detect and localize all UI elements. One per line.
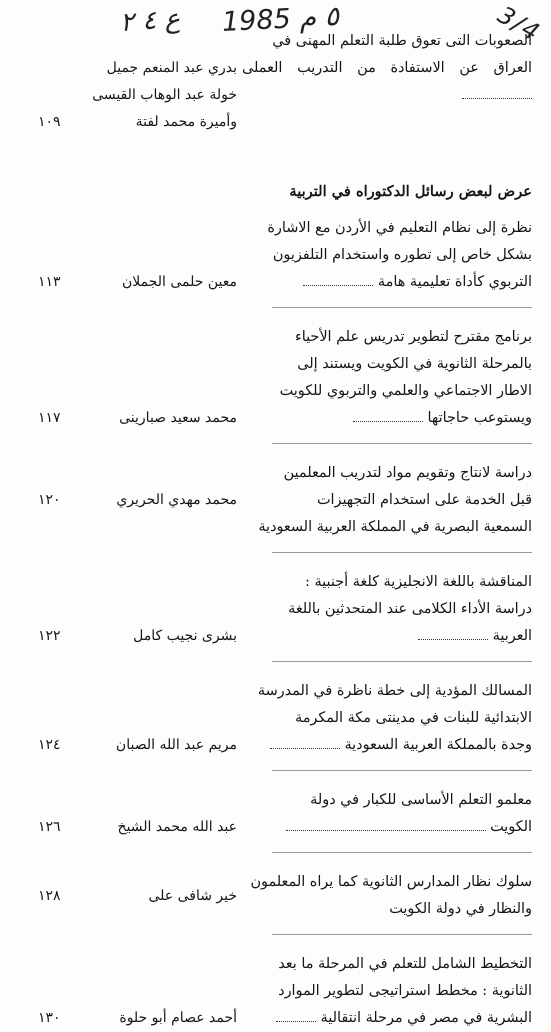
title-line: بشكل خاص إلى تطوره واستخدام التلفزيون: [272, 247, 532, 263]
section-heading: عرض لبعض رسائل الدكتوراه في التربية: [289, 183, 532, 200]
page-number: ١١٧: [38, 410, 61, 426]
title-line: بالمرحلة الثانوية في الكويت ويستند إلى: [297, 356, 532, 372]
page-number: ١٢٠: [38, 492, 61, 508]
leader-dots: [462, 85, 532, 99]
entry-author: محمد سعيد صبارينى: [119, 410, 237, 426]
leader-dots: [353, 408, 423, 422]
title-line: والنظار في دولة الكويت: [389, 901, 532, 917]
page-number: ١٢٨: [38, 888, 61, 904]
divider: [242, 307, 532, 308]
author-name: بدري عبد المنعم جميل: [106, 60, 237, 76]
entry-title: [242, 460, 532, 541]
divider: [242, 443, 532, 444]
title-line: العراق عن الاستفادة من التدريب العملى: [242, 55, 532, 109]
entry-author: خير شافى على: [148, 888, 237, 904]
title-line: الكويت: [242, 814, 532, 841]
page-number: ١٠٩: [38, 114, 61, 130]
title-line: ويستوعب حاجاتها: [242, 405, 532, 432]
page-number: ١٢٢: [38, 628, 61, 644]
handwritten-date: 1985 ٥ م: [221, 0, 340, 39]
title-line: دراسة لانتاج وتقويم مواد لتدريب المعلمين: [283, 465, 532, 481]
title-line: الصعوبات التى تعوق طلبة التعلم المهنى في: [272, 33, 532, 49]
author-name: وأميرة محمد لفتة: [135, 114, 237, 130]
leader-dots: [418, 626, 488, 640]
page-number: ١١٣: [38, 274, 61, 290]
page-number: ١٢٦: [38, 819, 61, 835]
toc-entry: [38, 215, 532, 296]
title-line: قبل الخدمة على استخدام التجهيزات: [316, 492, 532, 508]
toc-entry: [38, 678, 532, 759]
title-line: معلمو التعلم الأساسى للكبار في دولة: [310, 792, 532, 808]
entry-title: [242, 678, 532, 759]
title-line: العربية: [242, 623, 532, 650]
entry-author: محمد مهدي الحريري: [116, 492, 237, 508]
entry-authors: [87, 55, 237, 136]
entry-title: [242, 869, 532, 923]
page-number: ١٣٠: [38, 1010, 61, 1026]
entry-author: بشرى نجيب كامل: [133, 628, 237, 644]
handwritten-page-number: 3/4: [492, 0, 546, 48]
entry-author: معين حلمى الجملان: [121, 274, 237, 290]
title-line: دراسة الأداء الكلامى عند المتحدثين باللغة: [288, 601, 532, 617]
table-of-contents: [38, 28, 532, 1032]
leader-dots: [286, 817, 486, 831]
title-line: برنامج مقترح لتطوير تدريس علم الأحياء: [294, 329, 532, 345]
toc-entry: [38, 324, 532, 432]
toc-entry-intro: [38, 28, 532, 169]
title-line: التخطيط الشامل للتعلم في المرحلة ما بعد: [278, 956, 532, 972]
toc-entry: [38, 787, 532, 841]
title-line: الثانوية : مخطط استراتيجى لتطوير الموارد: [278, 983, 532, 999]
toc-entry: [38, 569, 532, 650]
entry-author: مريم عبد الله الصبان: [115, 737, 237, 753]
author-name: خولة عبد الوهاب القيسى: [92, 87, 237, 103]
divider: [242, 852, 532, 853]
leader-dots: [270, 735, 340, 749]
toc-entry: [38, 869, 532, 923]
entry-title: [242, 951, 532, 1032]
entry-author: أحمد عصام أبو حلوة: [119, 1010, 237, 1026]
divider: [242, 661, 532, 662]
leader-dots: [303, 272, 373, 286]
title-line: البشرية في مصر في مرحلة انتقالية: [242, 1005, 532, 1032]
divider: [242, 934, 532, 935]
entry-title: [242, 215, 532, 296]
handwritten-code: ع ٤ ٢: [119, 3, 181, 39]
entry-title: [242, 28, 532, 109]
title-line: المسالك المؤدية إلى خطة ناظرة في المدرسة: [257, 683, 532, 699]
title-line: نظرة إلى نظام التعليم في الأردن مع الاشارة: [267, 220, 532, 236]
entry-author: عبد الله محمد الشيخ: [117, 819, 237, 835]
title-line: الاطار الاجتماعي والعلمي والتربوي للكويت: [279, 383, 532, 399]
title-line: الابتدائية للبنات في مدينتى مكة المكرمة: [294, 710, 532, 726]
toc-entry: [38, 951, 532, 1032]
entry-title: [242, 787, 532, 841]
toc-entry: [38, 460, 532, 541]
entry-title: [242, 324, 532, 432]
title-line: المناقشة باللغة الانجليزية كلغة أجنبية :: [305, 574, 532, 590]
entry-title: [242, 569, 532, 650]
divider: [242, 770, 532, 771]
page-number: ١٢٤: [38, 737, 61, 753]
divider: [242, 552, 532, 553]
title-line: وجدة بالمملكة العربية السعودية: [242, 732, 532, 759]
title-line: التربوي كأداة تعليمية هامة: [242, 269, 532, 296]
title-line: السمعية البصرية في المملكة العربية السعودية: [258, 519, 532, 535]
title-line: سلوك نظار المدارس الثانوية كما يراه المعلمون: [250, 874, 532, 890]
leader-dots: [276, 1008, 316, 1022]
